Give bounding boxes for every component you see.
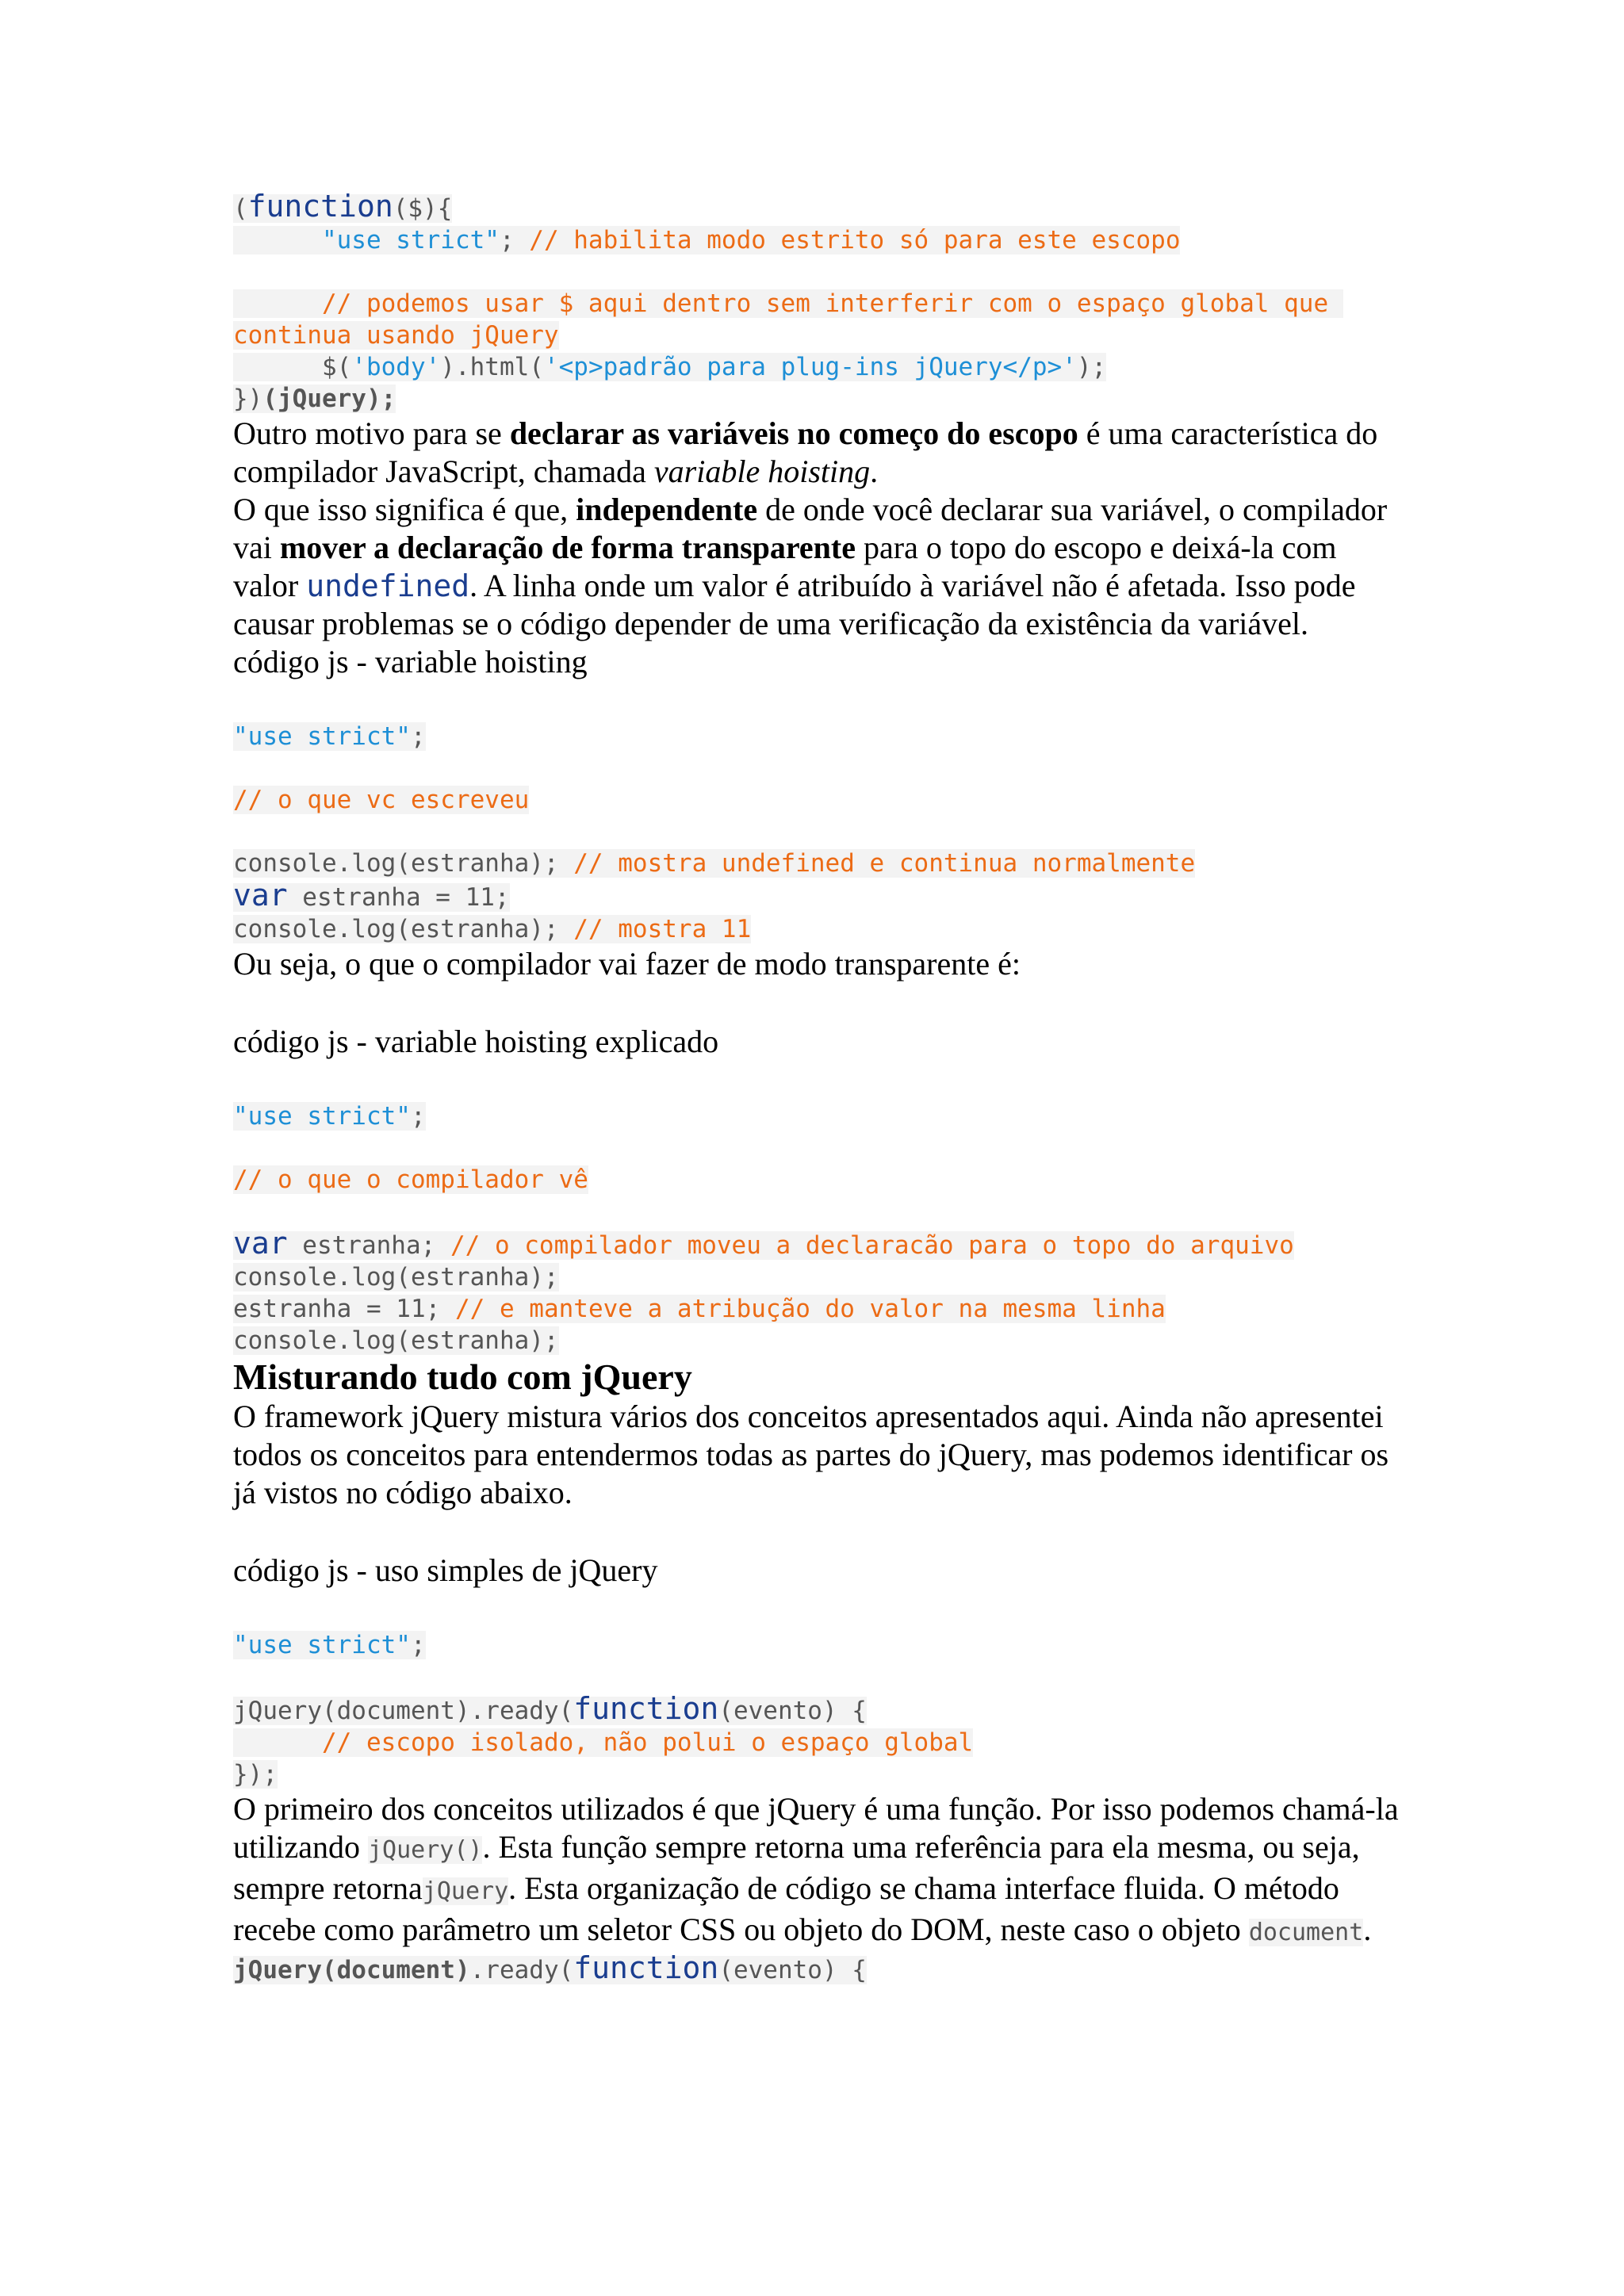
code-line: var estranha; // o compilador moveu a declaracão para o topo do arquivo	[233, 1226, 1294, 1261]
code-line: "use strict";	[233, 722, 426, 751]
code-line: var estranha = 11;	[233, 878, 510, 913]
document-content	[233, 190, 1399, 1986]
code-line: });	[233, 1760, 278, 1789]
code-line: "use strict"; // habilita modo estrito só para este escopo	[233, 224, 1399, 256]
code-block-hoisting	[233, 721, 1399, 945]
code-block-jquery-ready-snippet	[233, 1952, 1399, 1986]
paragraph-hoisting-explained: O que isso significa é que, independente de onde você declarar sua variável, o compilador vai mover a declaração de forma transparente para o topo do escopo e deixá-la com valor undefined. A linha onde um valor é atribuído à variável não é afetada. Isso pode causar problemas se o código depender de uma verificação da existência da variável.	[233, 492, 1388, 641]
code-line: "use strict";	[233, 1102, 426, 1131]
code-line: $('body').html('<p>padrão para plug-ins jQuery</p>');	[233, 351, 1399, 383]
code-line: console.log(estranha); // mostra undefined e continua normalmente	[233, 849, 1196, 878]
caption-hoisting-explained: código js - variable hoisting explicado	[233, 1024, 719, 1059]
code-line: jQuery(document).ready(function(evento) {	[233, 1950, 867, 1985]
code-line: })(jQuery);	[233, 385, 396, 413]
paragraph-hoisting-intro: Outro motivo para se declarar as variáveis no começo do escopo é uma característica do compilador JavaScript, chamada variable hoisting.	[233, 415, 1378, 489]
code-line: (function($){	[233, 189, 453, 224]
code-line: estranha = 11; // e manteve a atribução do valor na mesma linha	[233, 1295, 1166, 1323]
caption-variable-hoisting: código js - variable hoisting	[233, 644, 588, 679]
paragraph-jquery-intro: O framework jQuery mistura vários dos conceitos apresentados aqui. Ainda não apresentei todos os conceitos para entendermos todas as partes do jQuery, mas podemos identificar os já vistos no código abaixo.	[233, 1399, 1389, 1510]
code-line: // o que vc escreveu	[233, 786, 530, 814]
code-line: jQuery(document).ready(function(evento) {	[233, 1691, 867, 1726]
paragraph-transparent: Ou seja, o que o compilador vai fazer de modo transparente é:	[233, 946, 1021, 982]
code-line: // o que o compilador vê	[233, 1165, 588, 1194]
caption-jquery-usage: código js - uso simples de jQuery	[233, 1552, 658, 1588]
code-line: console.log(estranha); // mostra 11	[233, 915, 752, 943]
paragraph-jquery-function: O primeiro dos conceitos utilizados é que jQuery é uma função. Por isso podemos chamá-la utilizando jQuery(). Esta função sempre retorna uma referência para ela mesma, ou seja, sempre retornajQuery. Esta organização de código se chama interface fluida. O método recebe como parâmetro um seletor CSS ou objeto do DOM, neste caso o objeto document.	[233, 1791, 1399, 1947]
code-line: // podemos usar $ aqui dentro sem interferir com o espaço global que continua usando jQuery	[233, 289, 1343, 350]
code-block-plugin-pattern	[233, 190, 1399, 415]
code-line: "use strict";	[233, 1631, 426, 1659]
code-line: console.log(estranha);	[233, 1326, 559, 1355]
code-block-jquery-ready	[233, 1629, 1399, 1790]
code-block-hoisting-explained	[233, 1100, 1399, 1357]
code-line: // escopo isolado, não polui o espaço global	[233, 1727, 1399, 1758]
section-heading: Misturando tudo com jQuery	[233, 1357, 692, 1397]
code-line: console.log(estranha);	[233, 1263, 559, 1292]
